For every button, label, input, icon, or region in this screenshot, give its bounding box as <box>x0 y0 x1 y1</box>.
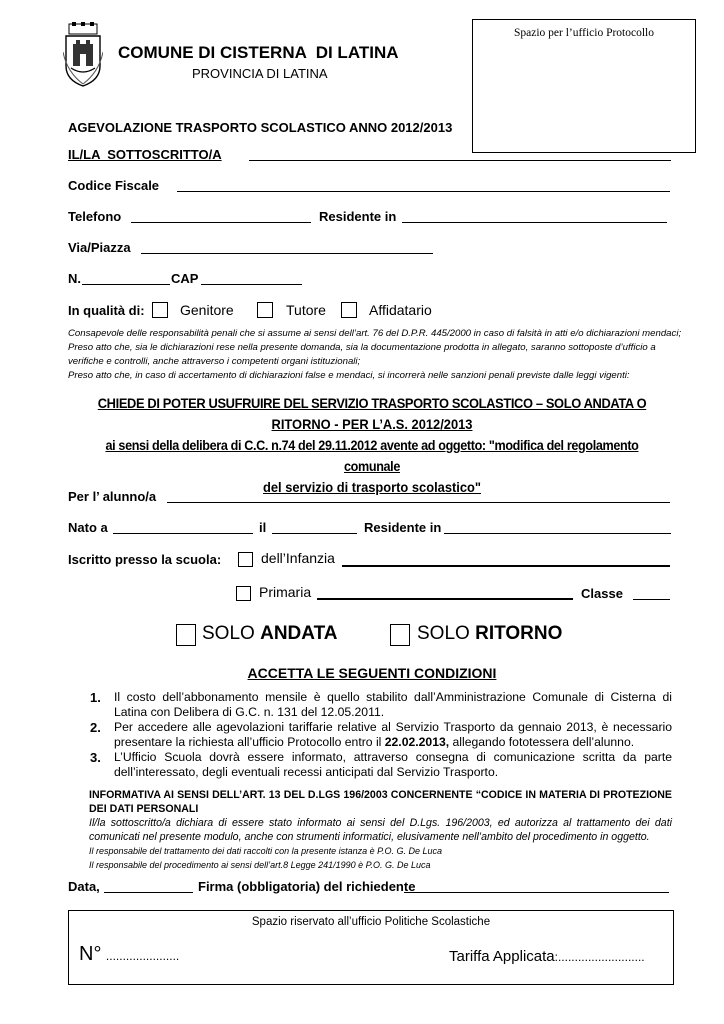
privacy-text: Il/la sottoscritto/a dichiara di essere stato informato ai sensi del D.Lgs. 196/2003, ed autorizza al trattamento dei dati comunicati nel presente modulo, anche con strumenti informatici, elusivamente nell’ambito del procedimento in oggetto. <box>89 817 672 843</box>
residente-field[interactable] <box>402 222 667 223</box>
data-nascita-field[interactable] <box>272 533 357 534</box>
infanzia-label: dell’Infanzia <box>261 550 335 566</box>
student-residente-label: Residente in <box>364 520 442 535</box>
data-field[interactable] <box>104 892 193 893</box>
form-title: AGEVOLAZIONE TRASPORTO SCOLASTICO ANNO 2012/2013 <box>68 120 453 135</box>
declaration-3: Preso atto che, in caso di accertamento di dichiarazioni false e mendaci, si incorrerà nelle sanzioni penali previste dalle leggi vigenti: <box>68 370 630 381</box>
request-block <box>60 393 684 498</box>
condition-2-num: 2. <box>90 720 101 735</box>
ritorno-prefix: SOLO <box>417 623 470 644</box>
cap-field[interactable] <box>201 284 302 285</box>
sottoscritto-label: IL/LA SOTTOSCRITTO/A <box>68 147 222 162</box>
condition-1 <box>70 690 672 720</box>
solo-ritorno-label <box>417 623 562 645</box>
primaria-field[interactable] <box>317 598 573 600</box>
firma-field[interactable] <box>404 892 669 893</box>
office-number-field[interactable]: ...................... <box>105 949 180 963</box>
coat-of-arms-icon <box>63 22 103 88</box>
condition-3-text: L’Ufficio Scuola dovrà essere informato, attraverso consegna di comunicazione scritta da parte dell’interessato, degli eventuali recessi anticipati dal Servizio Trasporto. <box>114 750 672 779</box>
privacy-resp-2: Il responsabile del procedimento ai sensi dell’art.8 Legge 241/1990 è P.O. G. De Luca <box>89 860 431 870</box>
il-label: il <box>259 520 267 535</box>
office-label: Spazio riservato all’ufficio Politiche Scolastiche <box>251 916 491 928</box>
ritorno-word: RITORNO <box>475 623 563 644</box>
qualita-label: In qualità di: <box>68 303 145 318</box>
declaration-2: Preso atto che, sia le dichiarazioni rese nella presente domanda, sia la documentazione prodotta in allegato, saranno sottoposte d’ufficio a verifiche e controlli, anche attraverso i competenti organi istituzionali; <box>68 342 656 367</box>
via-label: Via/Piazza <box>68 240 131 255</box>
request-line-3: ai sensi della delibera di C.C. n.74 del 29.11.2012 avente ad oggetto: "modifica del regolamento comunale <box>105 437 639 474</box>
condition-1-text: Il costo dell’abbonamento mensile è quello stabilito dall’Amministrazione Comunale di Cisterna di Latina con Delibera di G.C. n. 131 del 12.05.2011. <box>114 690 672 719</box>
comune-title: COMUNE DI CISTERNA DI LATINA <box>118 43 399 62</box>
classe-label: Classe <box>581 586 623 601</box>
checkbox-infanzia[interactable] <box>238 552 253 567</box>
student-residente-field[interactable] <box>444 533 671 534</box>
andata-word: ANDATA <box>260 623 338 644</box>
request-line-4: del servizio di trasporto scolastico" <box>263 479 481 495</box>
residente-label: Residente in <box>319 209 397 224</box>
condition-2-text-before: Per accedere alle agevolazioni tariffarie relative al Servizio Trasporto da gennaio 2013, è necessario presentare la richiesta all’ufficio Protocollo entro il <box>114 720 672 749</box>
tariffa-field[interactable]: :.......................... <box>554 950 645 964</box>
data-label: Data, <box>68 879 100 894</box>
solo-andata-label <box>202 623 338 645</box>
declaration-1: Consapevole delle responsabilità penali che si assume ai sensi dell’art. 76 del D.P.R. 445/2000 in caso di falsità in atti e/o dichiarazioni mendaci; <box>68 328 682 339</box>
office-number-label: N° <box>79 943 102 965</box>
nato-field[interactable] <box>113 533 253 534</box>
andata-prefix: SOLO <box>202 623 255 644</box>
genitore-label: Genitore <box>180 302 234 318</box>
checkbox-tutore[interactable] <box>257 302 273 318</box>
numero-field[interactable] <box>82 284 170 285</box>
office-tariffa <box>449 948 645 966</box>
office-box <box>68 910 674 985</box>
tariffa-label: Tariffa Applicata <box>449 948 555 965</box>
alunno-label: Per l’ alunno/a <box>68 489 157 504</box>
checkbox-affidatario[interactable] <box>341 302 357 318</box>
protocollo-box <box>472 19 696 153</box>
provincia-subtitle: PROVINCIA DI LATINA <box>192 66 328 81</box>
tutore-label: Tutore <box>286 302 326 318</box>
condition-3 <box>70 750 672 780</box>
checkbox-solo-ritorno[interactable] <box>390 624 410 646</box>
condition-2-text-after: allegando fototessera dell’alunno. <box>449 735 635 749</box>
infanzia-field[interactable] <box>342 565 670 567</box>
request-line-1: CHIEDE DI POTER USUFRUIRE DEL SERVIZIO TRASPORTO SCOLASTICO – SOLO ANDATA O <box>97 395 647 411</box>
via-field[interactable] <box>141 253 433 254</box>
sottoscritto-field[interactable] <box>249 160 671 161</box>
classe-field[interactable] <box>633 599 670 600</box>
conditions-list <box>70 690 672 780</box>
cap-label: CAP <box>171 271 199 286</box>
telefono-field[interactable] <box>131 222 311 223</box>
numero-label: N. <box>68 271 81 286</box>
checkbox-genitore[interactable] <box>152 302 168 318</box>
codice-fiscale-field[interactable] <box>177 191 670 192</box>
checkbox-primaria[interactable] <box>236 586 251 601</box>
protocollo-box-label: Spazio per l’ufficio Protocollo <box>514 27 654 39</box>
telefono-label: Telefono <box>68 209 122 224</box>
declarations <box>68 327 682 383</box>
firma-label: Firma (obbligatoria) del richiedente <box>198 879 416 894</box>
checkbox-solo-andata[interactable] <box>176 624 196 646</box>
office-number <box>79 943 179 966</box>
condition-2-deadline: 22.02.2013, <box>384 735 450 749</box>
affidatario-label: Affidatario <box>369 302 432 318</box>
request-line-2: RITORNO - PER L’A.S. 2012/2013 <box>271 416 473 432</box>
privacy-resp-1: Il responsabile del trattamento dei dati raccolti con la presente istanza è P.O. G. De Luca <box>89 846 443 856</box>
alunno-field[interactable] <box>167 502 670 503</box>
codice-fiscale-label: Codice Fiscale <box>68 178 160 193</box>
nato-label: Nato a <box>68 520 108 535</box>
primaria-label: Primaria <box>259 584 312 600</box>
condition-2 <box>70 720 672 750</box>
scuola-label: Iscritto presso la scuola: <box>68 552 222 567</box>
conditions-title: ACCETTA LE SEGUENTI CONDIZIONI <box>247 665 497 681</box>
condition-1-num: 1. <box>90 690 101 705</box>
condition-3-num: 3. <box>90 750 101 765</box>
privacy-title: INFORMATIVA AI SENSI DELL’ART. 13 DEL D.LGS 196/2003 CONCERNENTE “CODICE IN MATERIA DI PROTEZIONE DEI DATI PERSONALI <box>89 789 672 815</box>
